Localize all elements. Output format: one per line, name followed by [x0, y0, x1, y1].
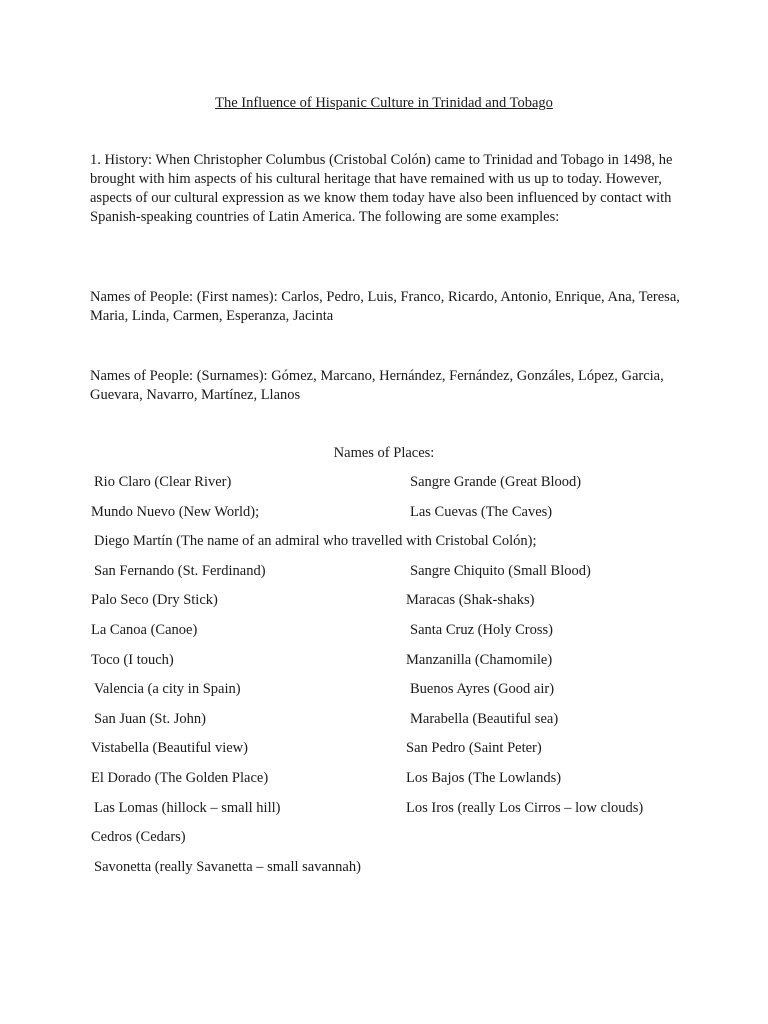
- surnames-paragraph: Names of People: (Surnames): Gómez, Marcano, Hernández, Fernández, Gonzáles, López, Garcia, Guevara, Navarro, Martínez, Llanos: [90, 368, 664, 403]
- first-names-paragraph: Names of People: (First names): Carlos, Pedro, Luis, Franco, Ricardo, Antonio, Enrique, Ana, Teresa, Maria, Linda, Carmen, Esperanza, Jacinta: [90, 289, 680, 324]
- place-left: Palo Seco (Dry Stick): [91, 592, 218, 608]
- place-left: Mundo Nuevo (New World);: [91, 504, 260, 520]
- place-right: Los Bajos (The Lowlands): [406, 770, 562, 786]
- place-left: Las Lomas (hillock – small hill): [94, 800, 281, 816]
- place-left: Vistabella (Beautiful view): [91, 740, 248, 756]
- places-heading: Names of Places:: [333, 445, 435, 461]
- place-left: Valencia (a city in Spain): [94, 681, 241, 697]
- place-right: Los Iros (really Los Cirros – low clouds): [406, 800, 644, 816]
- place-right: Manzanilla (Chamomile): [406, 652, 553, 668]
- place-left: Rio Claro (Clear River): [94, 474, 232, 490]
- place-left: El Dorado (The Golden Place): [91, 770, 269, 786]
- place-right: Sangre Chiquito (Small Blood): [410, 563, 591, 579]
- place-right: Maracas (Shak-shaks): [406, 592, 535, 608]
- history-paragraph: 1. History: When Christopher Columbus (Cristobal Colón) came to Trinidad and Tobago in 1498, he brought with him aspects of his cultural heritage that have remained with us up to today. However, aspects of our cultural expression as we know them today have also been influenced by contact with Spanish-speaking countries of Latin America. The following are some examples:: [90, 152, 673, 225]
- place-left: San Juan (St. John): [94, 711, 206, 727]
- place-right: Santa Cruz (Holy Cross): [410, 622, 553, 638]
- place-left: Savonetta (really Savanetta – small savannah): [94, 859, 361, 875]
- place-right: Las Cuevas (The Caves): [410, 504, 553, 520]
- place-right: Buenos Ayres (Good air): [410, 681, 555, 697]
- place-left: Toco (I touch): [91, 652, 174, 668]
- place-left: La Canoa (Canoe): [91, 622, 198, 638]
- place-left: Diego Martín (The name of an admiral who travelled with Cristobal Colón);: [94, 533, 537, 549]
- page-title: The Influence of Hispanic Culture in Trinidad and Tobago: [215, 95, 553, 111]
- place-right: Sangre Grande (Great Blood): [410, 474, 582, 490]
- place-right: San Pedro (Saint Peter): [406, 740, 542, 756]
- place-left: San Fernando (St. Ferdinand): [94, 563, 266, 579]
- place-left: Cedros (Cedars): [91, 829, 186, 845]
- place-right: Marabella (Beautiful sea): [410, 711, 559, 727]
